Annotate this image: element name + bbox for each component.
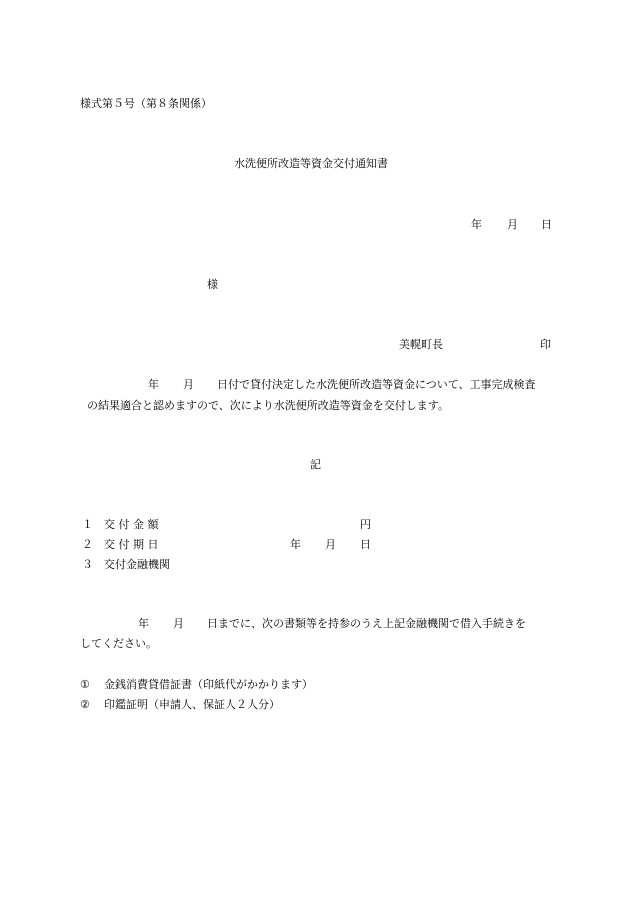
item-year: 年: [290, 538, 301, 551]
item-label: 交付金融機関: [104, 558, 170, 571]
body-month: 月: [183, 378, 194, 391]
form-label: 様式第５号（第８条関係）: [80, 97, 212, 110]
item-month: 月: [325, 538, 336, 551]
addressee-suffix: 様: [207, 278, 218, 291]
issuer-name: 美幌町長: [399, 338, 443, 351]
item-number: ２: [82, 538, 93, 551]
item-label: 交 付 期 日: [104, 538, 159, 551]
body-year: 年: [148, 378, 159, 391]
date-month: 月: [507, 218, 518, 231]
body-line2-text: の結果適合と認めますので、次により水洗便所改造等資金を交付します。: [87, 399, 449, 412]
body-line1-text: 日付で貸付決定した水洗便所改造等資金について、工事完成検査: [217, 378, 536, 391]
date-year: 年: [471, 218, 482, 231]
deadline-line2-text: してください。: [80, 637, 157, 650]
deadline-line1-text: 日までに、次の書類等を持参のうえ上記金融機関で借入手続きを: [207, 617, 526, 630]
ki-heading: 記: [310, 458, 321, 471]
deadline-month: 月: [173, 617, 184, 630]
item-number: １: [82, 518, 93, 531]
document-marker: ①: [80, 678, 90, 691]
document-text: 金銭消費貸借証書（印紙代がかかります）: [104, 678, 313, 691]
document-text: 印鑑証明（申請人、保証人２人分）: [104, 698, 280, 711]
document-title: 水洗便所改造等資金交付通知書: [234, 157, 388, 170]
deadline-year: 年: [138, 617, 149, 630]
item-value: 円: [360, 518, 371, 531]
item-label: 交 付 金 額: [104, 518, 159, 531]
document-marker: ②: [80, 698, 90, 711]
date-day: 日: [541, 218, 552, 231]
item-number: ３: [82, 558, 93, 571]
seal-mark: 印: [540, 338, 551, 351]
item-day: 日: [360, 538, 371, 551]
